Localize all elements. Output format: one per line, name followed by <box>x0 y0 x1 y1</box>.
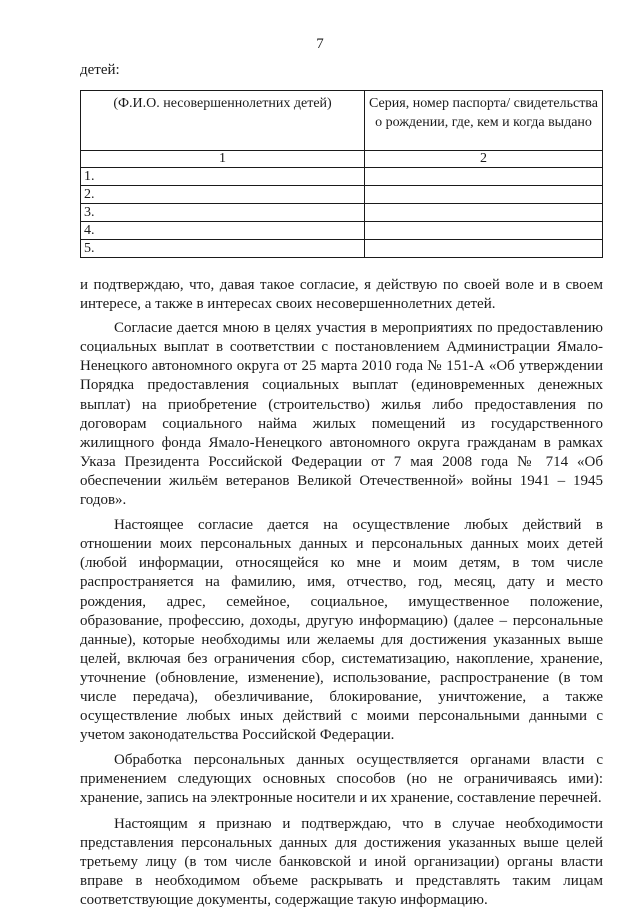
header-full-name: (Ф.И.О. несовершеннолетних детей) <box>81 91 365 151</box>
table-header-row <box>81 91 603 151</box>
row-number: 4. <box>81 222 365 240</box>
row-document-cell <box>365 204 603 222</box>
row-document-cell <box>365 168 603 186</box>
column-number: 1 <box>81 151 365 168</box>
column-number-row <box>81 151 603 168</box>
row-number: 3. <box>81 204 365 222</box>
intro-text: детей: <box>80 62 120 78</box>
row-document-cell <box>365 186 603 204</box>
column-number: 2 <box>365 151 603 168</box>
table-row <box>81 186 603 204</box>
row-number: 5. <box>81 240 365 258</box>
paragraph-processing: Обработка персональных данных осуществляется органами власти с применением следующих основных способов (но не ограничиваясь ими): хранение, запись на электронные носители и их хранение, составление перечней. <box>80 752 603 807</box>
table-row <box>81 168 603 186</box>
paragraph-scope: Настоящее согласие дается на осуществление любых действий в отношении моих персональных данных и персональных данных моих детей (любой информации, относящейся ко мне и моим детям, в том числе распространяется на фамилию, имя, отчество, год, месяц, дату и место рождения, адрес, семейное, социальное, имущественное положение, образование, профессию, доходы, другую информацию) (далее – персональные данные), которые необходимы или желаемы для достижения указанных выше целей, включая без ограничения сбор, систематизацию, накопление, хранение, уточнение (обновление, изменение), использование, распространение (в том числе передача), обезличивание, блокирование, уничтожение, а также осуществление любых иных действий с моими персональными данными с учетом законодательства Российской Федерации. <box>80 517 603 744</box>
children-table <box>80 90 603 258</box>
row-number: 1. <box>81 168 365 186</box>
paragraph-purpose: Согласие дается мною в целях участия в мероприятиях по предоставлению социальных выплат в соответствии с постановлением Администрации Ямало-Ненецкого автономного округа от 25 марта 2010 года № 151-А «Об утверждении Порядка предоставления социальных выплат (единовременных денежных выплат) на приобретение (строительство) жилья либо предоставления по договорам социального найма жилых помещений из государственного жилищного фонда Ямало-Ненецкого автономного округа гражданам в рамках Указа Президента Российской Федерации от 7 мая 2008 года № 714 «Об обеспечении жильём ветеранов Великой Отечественной» войны 1941 – 1945 годов». <box>80 320 603 509</box>
document-body <box>80 276 603 916</box>
paragraph-confirmation: и подтверждаю, что, давая такое согласие, я действую по своей воле и в своем интересе, а также в интересах своих несовершеннолетних детей. <box>80 277 603 313</box>
row-document-cell <box>365 240 603 258</box>
table-row <box>81 240 603 258</box>
row-document-cell <box>365 222 603 240</box>
header-document: Серия, номер паспорта/ свидетельства о рождении, где, кем и когда выдано <box>365 91 603 151</box>
page-number: 7 <box>316 36 324 52</box>
row-number: 2. <box>81 186 365 204</box>
table-row <box>81 204 603 222</box>
paragraph-third-party: Настоящим я признаю и подтверждаю, что в случае необходимости представления персональных данных для достижения указанных выше целей третьему лицу (в том числе банковской и иной организации) органы власти вправе в необходимом объеме раскрывать и представлять таким лицам соответствующие документы, содержащие такую информацию. <box>80 815 603 908</box>
table-row <box>81 222 603 240</box>
